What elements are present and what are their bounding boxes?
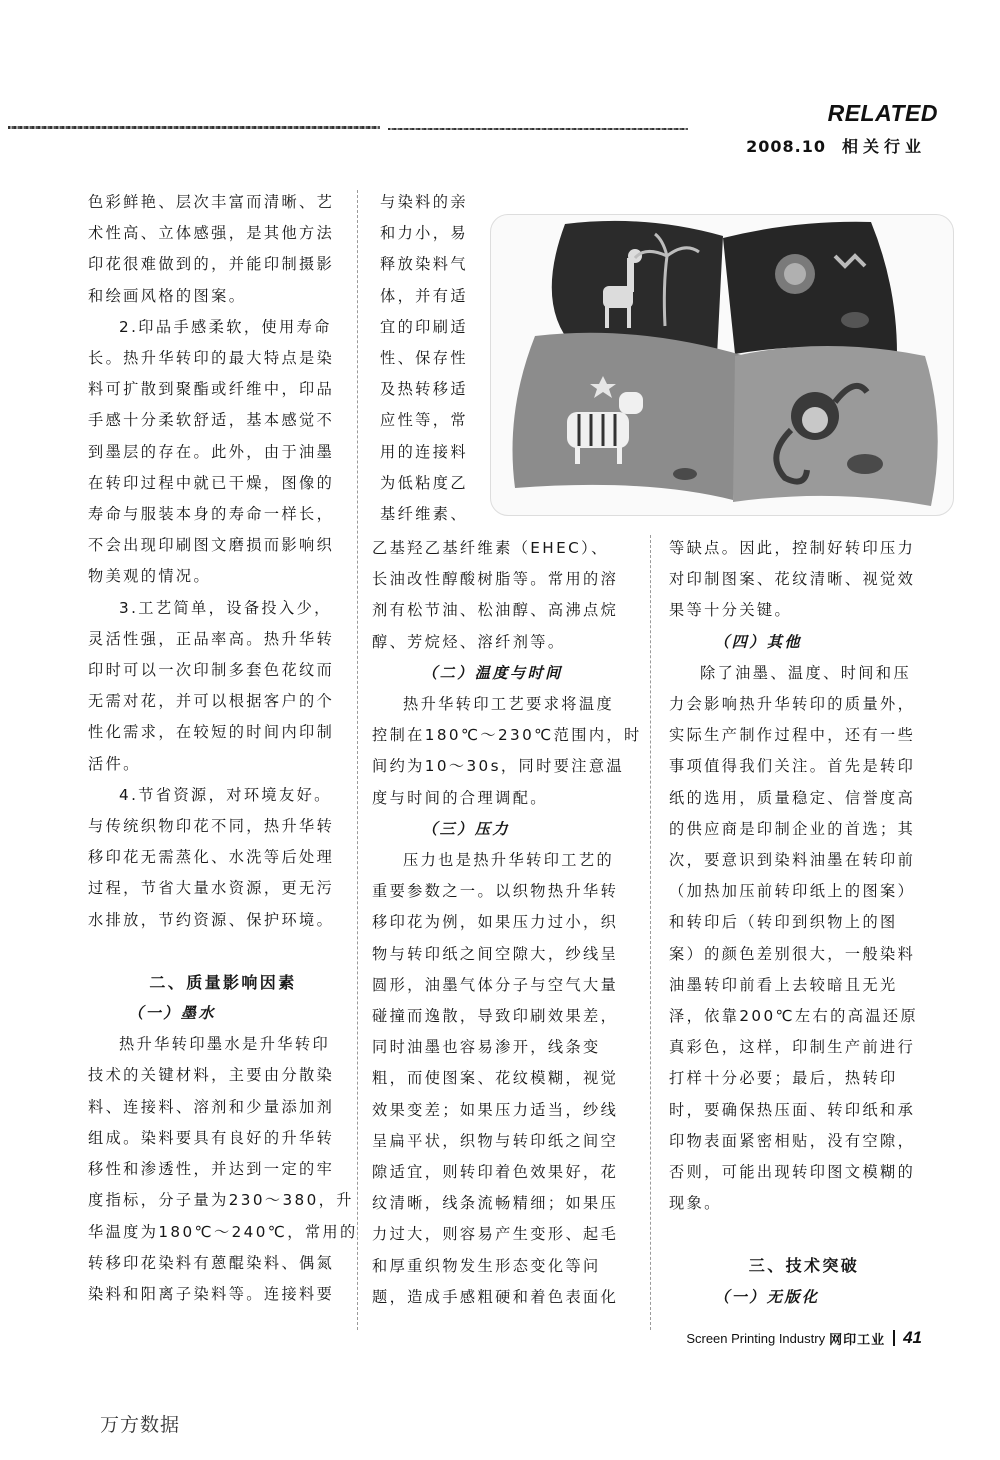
text-line: 醇、芳烷烃、溶纤剂等。 [372, 632, 566, 651]
text-line: 现象。 [669, 1194, 722, 1213]
subsection-heading: （三）压力 [422, 819, 510, 838]
text-line: 乙基羟乙基纤维素（EHEC）、 [372, 539, 609, 557]
text-line: 隙适宜，则转印着色效果好，花 [372, 1163, 619, 1182]
text-line: 实际生产制作过程中，还有一些 [669, 726, 916, 745]
text-line: 控制在180℃～230℃范围内，时 [372, 726, 642, 745]
text-line: 技术的关键材料，主要由分散染 [88, 1066, 335, 1085]
column-divider [357, 190, 358, 1330]
text-line: 无需对花，并可以根据客户的个 [88, 692, 335, 711]
text-line: 长。热升华转印的最大特点是染 [88, 349, 335, 368]
text-line: 打样十分必要；最后，热转印 [669, 1069, 898, 1088]
text-line: 转移印花染料有蒽醌染料、偶氮 [88, 1253, 335, 1272]
text-line: 性化需求，在较短的时间内印制 [88, 723, 335, 742]
text-line: 对印制图案、花纹清晰、视觉效 [669, 570, 916, 589]
text-line: 移印花为例，如果压力过小，织 [372, 913, 619, 932]
text-line: 印时可以一次印制多套色花纹而 [88, 661, 335, 680]
text-line: 印花很难做到的，并能印制摄影 [88, 255, 335, 274]
dark-fabric-panel [723, 222, 897, 354]
text-line: 应性等，常 [380, 411, 468, 430]
fabric-prints-photo [495, 216, 950, 512]
section-title-en: RELATED [827, 100, 938, 126]
list-item-heading: 2.印品手感柔软，使用寿命 [119, 317, 332, 336]
journal-name-en: Screen Printing Industry [686, 1330, 826, 1346]
text-line: 性、保存性 [380, 349, 468, 368]
column-2 [372, 533, 642, 1313]
grey-fabric-panel [513, 333, 746, 500]
leaf-icon [841, 312, 869, 328]
journal-name-cn: 网印工业 [829, 1331, 886, 1347]
text-line: 圆形，油墨气体分子与空气大量 [372, 975, 619, 994]
text-line: 染料和阳离子染料等。连接料要 [88, 1284, 335, 1303]
blank-line [88, 936, 350, 967]
text-line: 呈扁平状，织物与转印纸之间空 [372, 1131, 619, 1150]
subsection-heading: （二）温度与时间 [422, 663, 563, 682]
text-line: 在转印过程中就已干燥，图像的 [88, 473, 335, 492]
text-line: 基纤维素、 [380, 505, 468, 524]
text-line: 和转印后（转印到织物上的图 [669, 913, 898, 932]
text-line: 等缺点。因此，控制好转印压力 [669, 539, 916, 557]
text-line: 热升华转印工艺要求将温度 [403, 695, 615, 714]
text-line: 剂有松节油、松油醇、高沸点烷 [372, 601, 619, 620]
column-3 [669, 533, 931, 1313]
text-line: 宜的印刷适 [380, 317, 468, 336]
text-line: 灵活性强，正品率高。热升华转 [88, 629, 335, 648]
text-line: 重要参数之一。以织物热升华转 [372, 882, 619, 901]
text-line: 次，要意识到染料油墨在转印前 [669, 851, 916, 870]
text-line: 物与转印纸之间空隙大，纱线呈 [372, 944, 619, 963]
column-1 [88, 187, 358, 1310]
text-line: 的供应商是印制企业的首选；其 [669, 819, 916, 838]
text-line: 与传统织物印花不同，热升华转 [88, 817, 335, 836]
subsection-heading: （四）其他 [714, 632, 802, 651]
text-line: 案）的颜色差别很大，一般染料 [669, 944, 916, 963]
header-rule-right [388, 128, 688, 130]
text-line: 同时油墨也容易渗开，线条变 [372, 1038, 601, 1057]
blank-line [669, 1219, 931, 1250]
text-line: 手感十分柔软舒适，基本感觉不 [88, 411, 335, 430]
text-line: 释放染料气 [380, 255, 468, 274]
text-line: 事项值得我们关注。首先是转印 [669, 757, 916, 776]
text-line: 料、连接料、溶剂和少量添加剂 [88, 1097, 335, 1116]
text-line: 纹清晰，线条流畅精细；如果压 [372, 1194, 619, 1213]
section-heading: 二、质量影响因素 [149, 972, 297, 992]
text-line: 用的连接料 [380, 442, 468, 461]
watermark: 万方数据 [100, 1414, 181, 1436]
text-line: 活件。 [88, 754, 141, 773]
footer-divider [893, 1330, 895, 1346]
text-line: 真彩色，这样，印制生产前进行 [669, 1038, 916, 1057]
text-line: 和力小，易 [380, 224, 468, 243]
text-line: （加热加压前转印纸上的图案） [669, 882, 916, 901]
text-line: 水排放，节约资源、保护环境。 [88, 910, 335, 929]
text-line: 术性高、立体感强，是其他方法 [88, 224, 335, 243]
text-line: 除了油墨、温度、时间和压 [700, 663, 912, 682]
text-line: 纸的选用，质量稳定、信誉度高 [669, 788, 916, 807]
section-heading: 三、技术突破 [748, 1256, 860, 1276]
list-item-heading: 4.节省资源，对环境友好。 [119, 785, 332, 804]
text-line: 与染料的亲 [380, 193, 468, 211]
text-line: 和厚重织物发生形态变化等问 [372, 1256, 601, 1275]
text-line: 泽，依靠200℃左右的高温还原 [669, 1007, 919, 1026]
text-line: 印物表面紧密相贴，没有空隙， [669, 1131, 916, 1150]
subsection-heading: （一）墨水 [128, 1004, 216, 1023]
header-rule-left [8, 126, 380, 129]
list-item-heading: 3.工艺简单，设备投入少， [119, 598, 332, 617]
text-line: 力过大，则容易产生变形、起毛 [372, 1225, 619, 1244]
text-line: 及热转移适 [380, 380, 468, 399]
column-divider [650, 535, 651, 1330]
text-line: 热升华转印墨水是升华转印 [119, 1035, 331, 1054]
text-line: 油墨转印前看上去较暗且无光 [669, 975, 898, 994]
text-line: 料可扩散到聚酯或纤维中，印品 [88, 380, 335, 399]
text-line: 和绘画风格的图案。 [88, 286, 247, 305]
text-line: 移性和渗透性，并达到一定的牢 [88, 1160, 335, 1179]
text-line: 力会影响热升华转印的质量外， [669, 695, 916, 714]
text-line: 色彩鲜艳、层次丰富而清晰、艺 [88, 193, 335, 211]
page-number: 41 [903, 1328, 922, 1347]
text-line: 物美观的情况。 [88, 567, 212, 586]
text-line: 组成。染料要具有良好的升华转 [88, 1128, 335, 1147]
text-line: 华温度为180℃～240℃，常用的 [88, 1222, 358, 1241]
text-line: 间约为10～30s，同时要注意温 [372, 757, 625, 776]
page-footer [686, 1328, 922, 1348]
text-line: 时，要确保热压面、转印纸和承 [669, 1100, 916, 1119]
text-line: 题，造成手感粗硬和着色表面化 [372, 1287, 619, 1306]
text-line: 否则，可能出现转印图文模糊的 [669, 1163, 916, 1182]
text-line: 寿命与服装本身的寿命一样长， [88, 505, 335, 524]
text-line: 不会出现印刷图文磨损而影响织 [88, 536, 335, 555]
text-line: 为低粘度乙 [380, 473, 468, 492]
text-line: 粗，而使图案、花纹模糊，视觉 [372, 1069, 619, 1088]
subsection-heading: （一）无版化 [714, 1287, 820, 1306]
column-2-top [380, 187, 490, 530]
text-line: 长油改性醇酸树脂等。常用的溶 [372, 570, 619, 589]
text-line: 压力也是热升华转印工艺的 [403, 851, 615, 870]
text-line: 体，并有适 [380, 286, 468, 305]
issue-number: 2008.10 [746, 137, 826, 156]
text-line: 过程，节省大量水资源，更无污 [88, 879, 335, 898]
text-line: 移印花无需蒸化、水洗等后处理 [88, 848, 335, 867]
section-title-cn: 相关行业 [841, 137, 926, 156]
text-line: 碰撞而逸散，导致印刷效果差， [372, 1007, 619, 1026]
text-line: 到墨层的存在。此外，由于油墨 [88, 442, 335, 461]
text-line: 度指标，分子量为230～380，升 [88, 1191, 354, 1210]
issue-line [746, 134, 926, 157]
text-line: 度与时间的合理调配。 [372, 788, 548, 807]
text-line: 果等十分关键。 [669, 601, 793, 620]
text-line: 效果变差；如果压力适当，纱线 [372, 1100, 619, 1119]
